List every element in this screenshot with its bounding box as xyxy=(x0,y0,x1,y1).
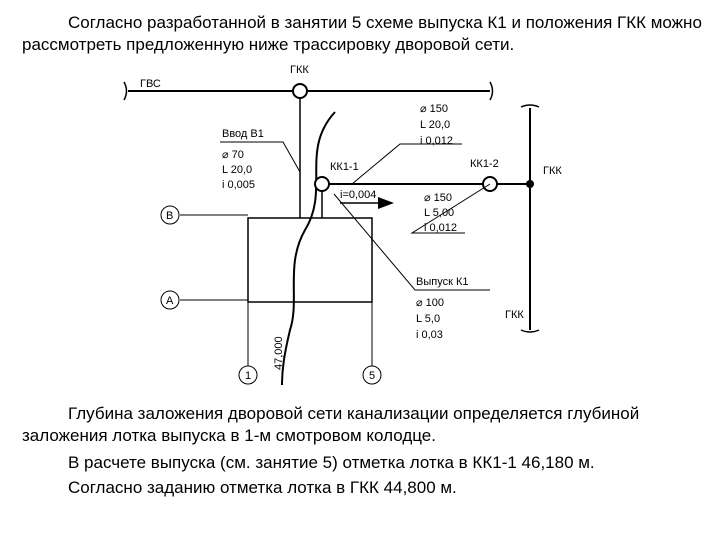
gkk-break-top xyxy=(521,105,539,107)
kk1-1-well xyxy=(315,177,329,191)
vypusk-diameter: ⌀ 100 xyxy=(416,297,445,309)
vypusk-length: L 5,0 xyxy=(416,313,441,325)
axis-1-label: 1 xyxy=(245,370,252,382)
top-spec-slope: i 0,012 xyxy=(420,135,454,147)
vvod-slope: i 0,005 xyxy=(222,179,256,191)
gvs-break-right xyxy=(490,82,493,100)
gkk-bottom-label: ГКК xyxy=(505,309,524,321)
intro-paragraph: Согласно разработанной в занятии 5 схеме выпуска К1 и положения ГКК можно рассмотреть предложенную ниже трассировку дворовой сети. xyxy=(22,13,702,54)
top-spec-diameter: ⌀ 150 xyxy=(420,103,449,115)
vvod-title: Ввод В1 xyxy=(222,128,264,140)
vvod-length: L 20,0 xyxy=(222,164,253,176)
mid-spec-diameter: ⌀ 150 xyxy=(424,192,453,204)
vypusk-title: Выпуск К1 xyxy=(416,276,469,288)
gvs-break-left xyxy=(124,82,127,100)
dimension-label: 47,000 xyxy=(273,336,285,370)
axis-a-label: А xyxy=(166,295,174,307)
mid-spec-length: L 5,00 xyxy=(424,207,455,219)
axis-5-label: 5 xyxy=(369,370,376,382)
kk1-1-label: КК1-1 xyxy=(330,161,359,173)
gkk-right-label: ГКК xyxy=(543,165,562,177)
building-outline xyxy=(248,218,372,302)
top-spec-leader xyxy=(352,144,462,184)
gkk-top-label: ГКК xyxy=(290,64,309,76)
task-line: Согласно заданию отметка лотка в ГКК 44,800 м. xyxy=(68,478,457,497)
gkk-well-top xyxy=(293,84,307,98)
calc-line: В расчете выпуска (см. занятие 5) отметка лотка в КК1-1 46,180 м. xyxy=(68,453,595,472)
gkk-break-bottom xyxy=(521,330,539,332)
mid-spec-slope: i 0,012 xyxy=(424,222,458,234)
ground-contour xyxy=(282,112,335,385)
kk1-2-label: КК1-2 xyxy=(470,158,499,170)
depth-paragraph: Глубина заложения дворовой сети канализации определяется глубиной заложения лотка выпуска в 1-м смотровом колодце. xyxy=(22,404,640,445)
axis-b-label: В xyxy=(166,210,174,222)
vvod-diameter: ⌀ 70 xyxy=(222,149,244,161)
flow-arrow-head xyxy=(378,197,394,209)
top-spec-length: L 20,0 xyxy=(420,119,451,131)
gkk-connection-point xyxy=(526,180,534,188)
vypusk-slope: i 0,03 xyxy=(416,329,443,341)
slope-label: i=0,004 xyxy=(340,189,377,201)
gvs-label: ГВС xyxy=(140,78,161,90)
